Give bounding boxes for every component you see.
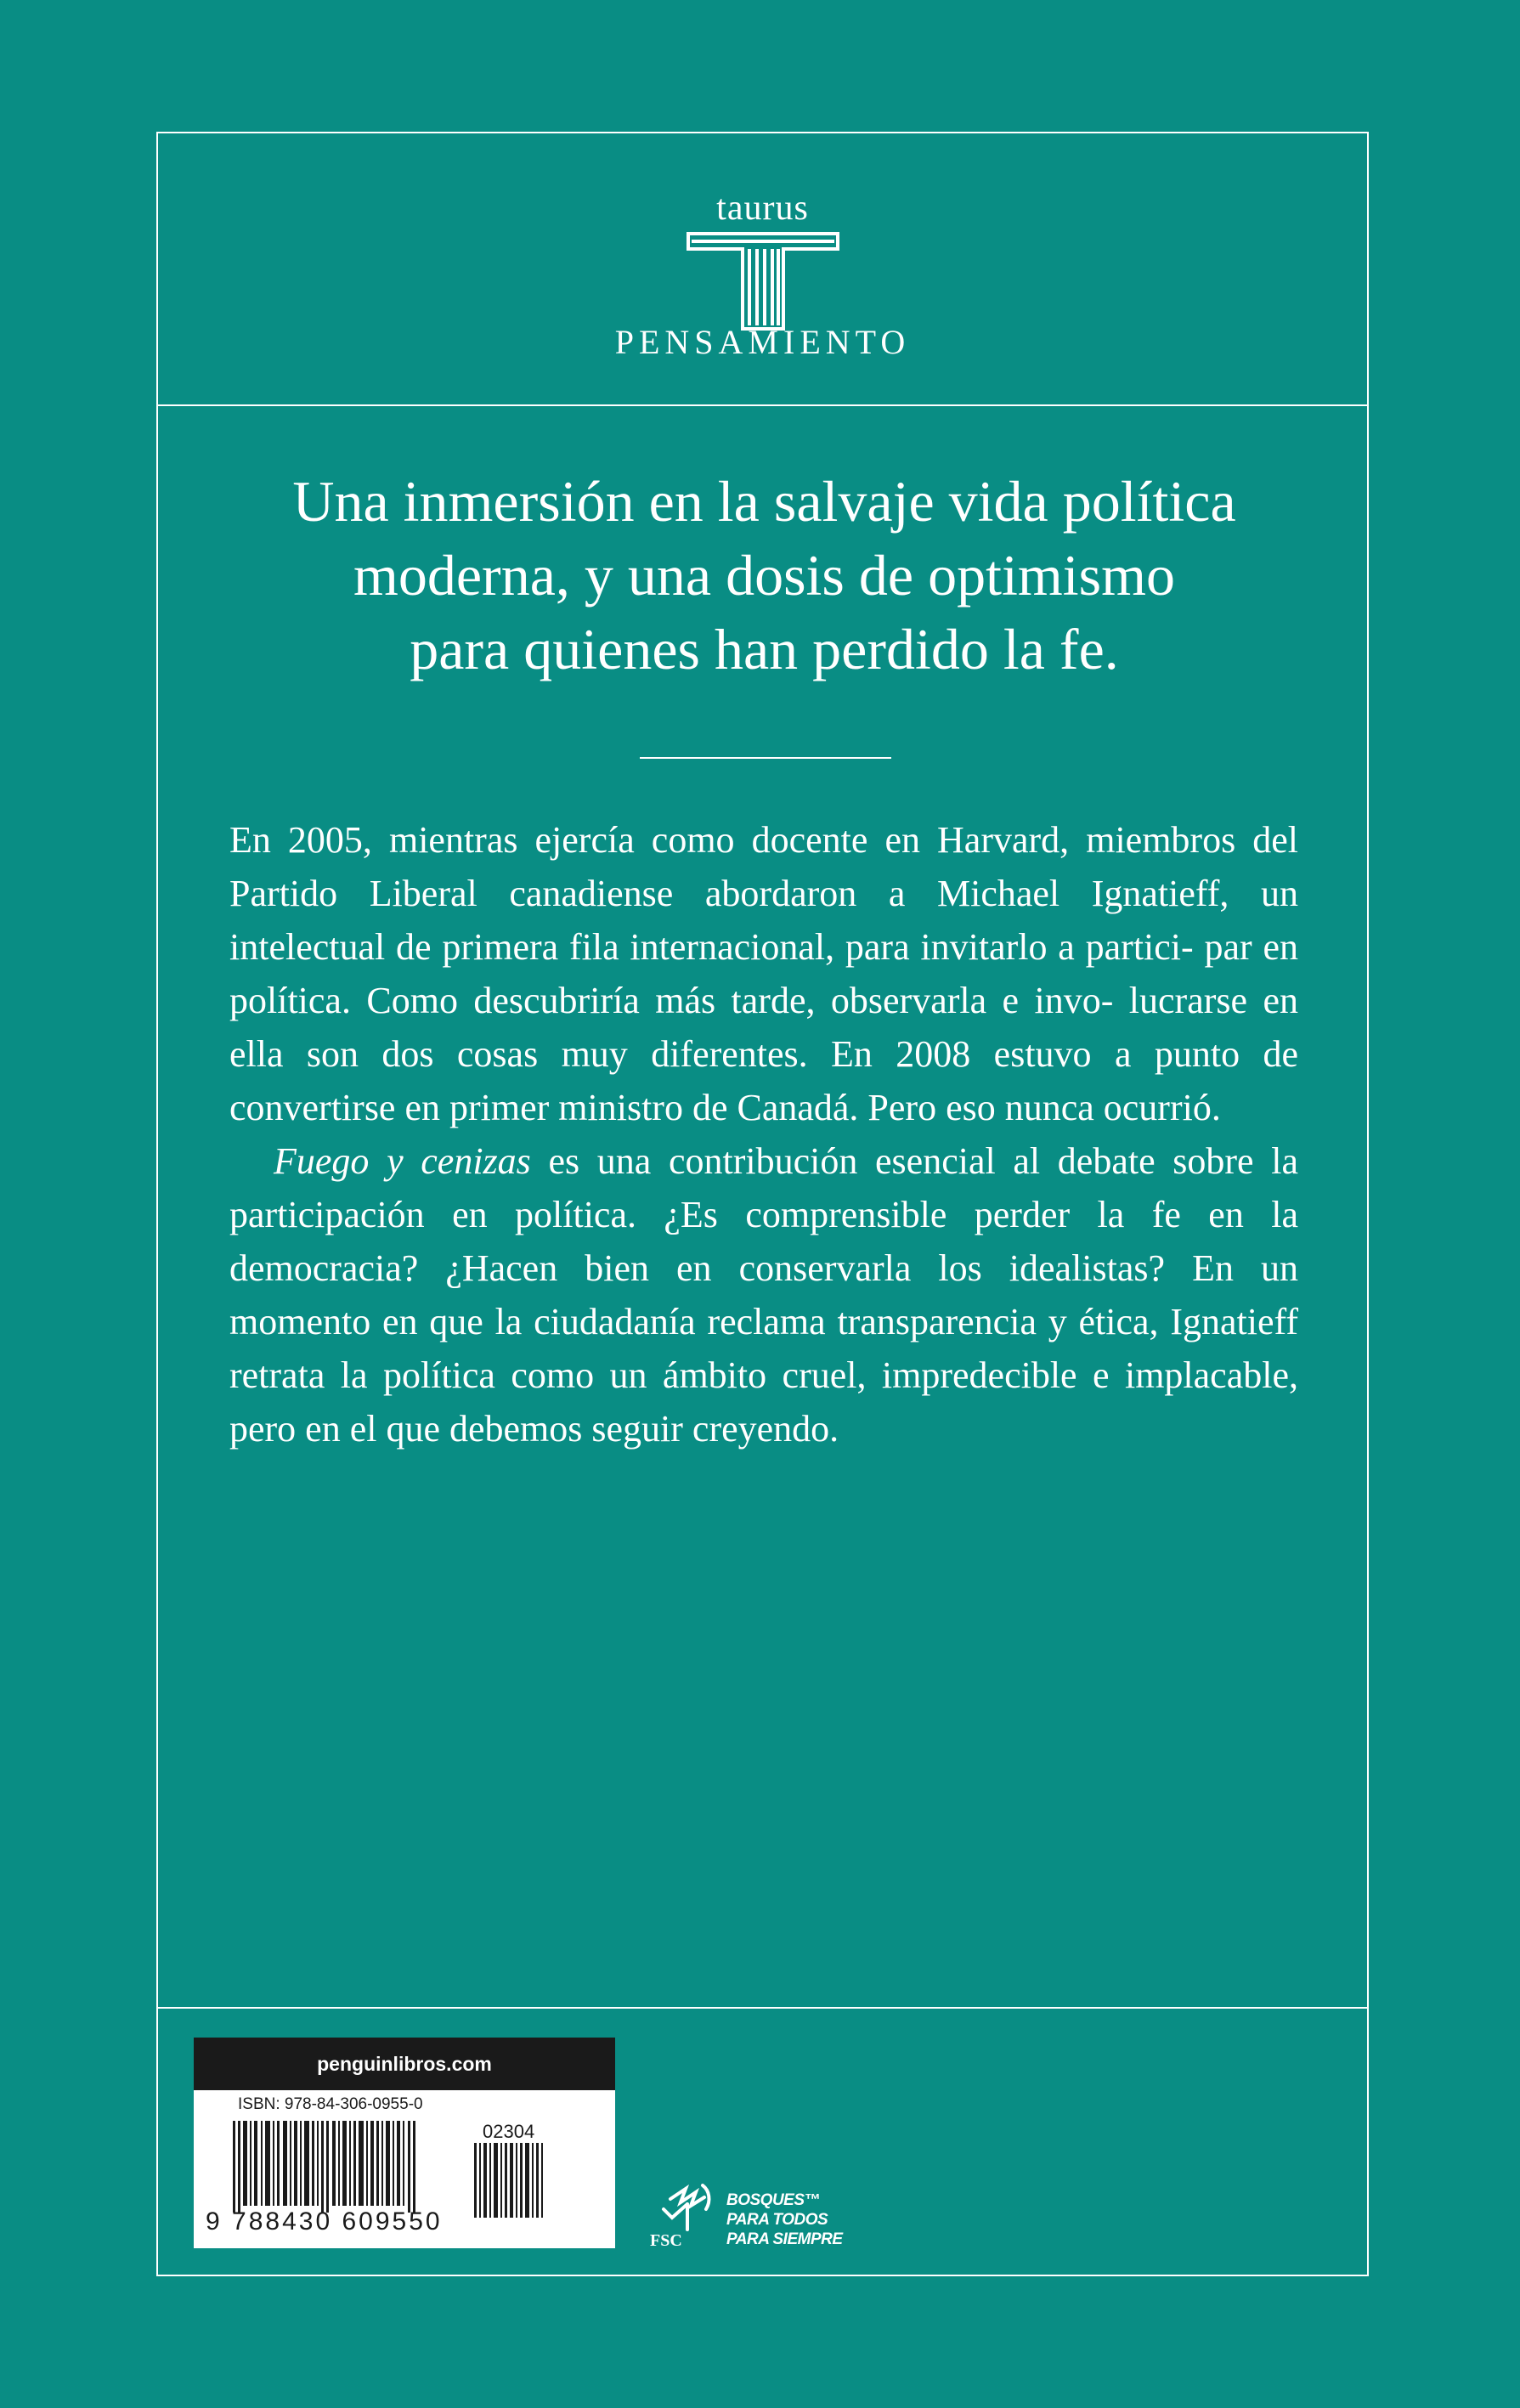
fsc-slogan-line: BOSQUES™ [726, 2191, 821, 2209]
tagline [243, 465, 1286, 687]
tagline-line: moderna, y una dosis de optimismo [353, 543, 1175, 608]
header-divider [158, 404, 1367, 406]
taurus-logo-icon [683, 230, 843, 332]
fsc-tree-icon [653, 2165, 721, 2233]
fsc-slogan-line: PARA TODOS [726, 2211, 828, 2229]
footer-divider [158, 2007, 1367, 2009]
cover-frame [156, 132, 1369, 2276]
fsc-label: FSC [650, 2231, 682, 2250]
isbn-label: ISBN: 978-84-306-0955-0 [238, 2095, 423, 2113]
website-label: penguinlibros.com [194, 2038, 615, 2090]
blurb-paragraph: En 2005, mientras ejercía como docente en Harvard, miembros del Partido Liberal canadiense abordaron a Michael Ignatieff, un intelectual de primera fila internacional, para invitarlo a partici- par en política. Como descubriría más tarde, observarla e invo- lucrarse en ella son dos cosas muy diferentes. En 2008 estuvo a punto de convertirse en primer ministro de Canadá. Pero eso nunca ocurrió. [229, 819, 1298, 1128]
book-title: Fuego y cenizas [274, 1140, 531, 1182]
publisher-name: taurus [716, 189, 809, 228]
blurb-paragraph [229, 1134, 1298, 1456]
collection-name: PENSAMIENTO [614, 323, 911, 361]
addon-code: 02304 [483, 2121, 535, 2142]
fsc-slogan [726, 2190, 843, 2249]
blurb [229, 813, 1298, 1456]
fsc-slogan-line: PARA SIEMPRE [726, 2230, 843, 2248]
blurb-paragraph-text: es una contribución esencial al debate sobre la participación en política. ¿Es comprensible perder la fe en la democracia? ¿Hacen bien en conservarla los idealistas? En un momento en que la ciudadanía reclama transparencia y ética, Ignatieff retrata la política como un ámbito cruel, impredecible e implacable, pero en el que debemos seguir creyendo. [229, 1140, 1298, 1450]
fsc-logo [650, 2165, 871, 2258]
tagline-line: Una inmersión en la salvaje vida política [292, 469, 1236, 534]
barcode-digits: 9 788430 609550 [206, 2207, 443, 2236]
tagline-divider [640, 757, 891, 759]
tagline-line: para quienes han perdido la fe. [410, 617, 1119, 681]
barcode-panel [194, 2038, 615, 2248]
